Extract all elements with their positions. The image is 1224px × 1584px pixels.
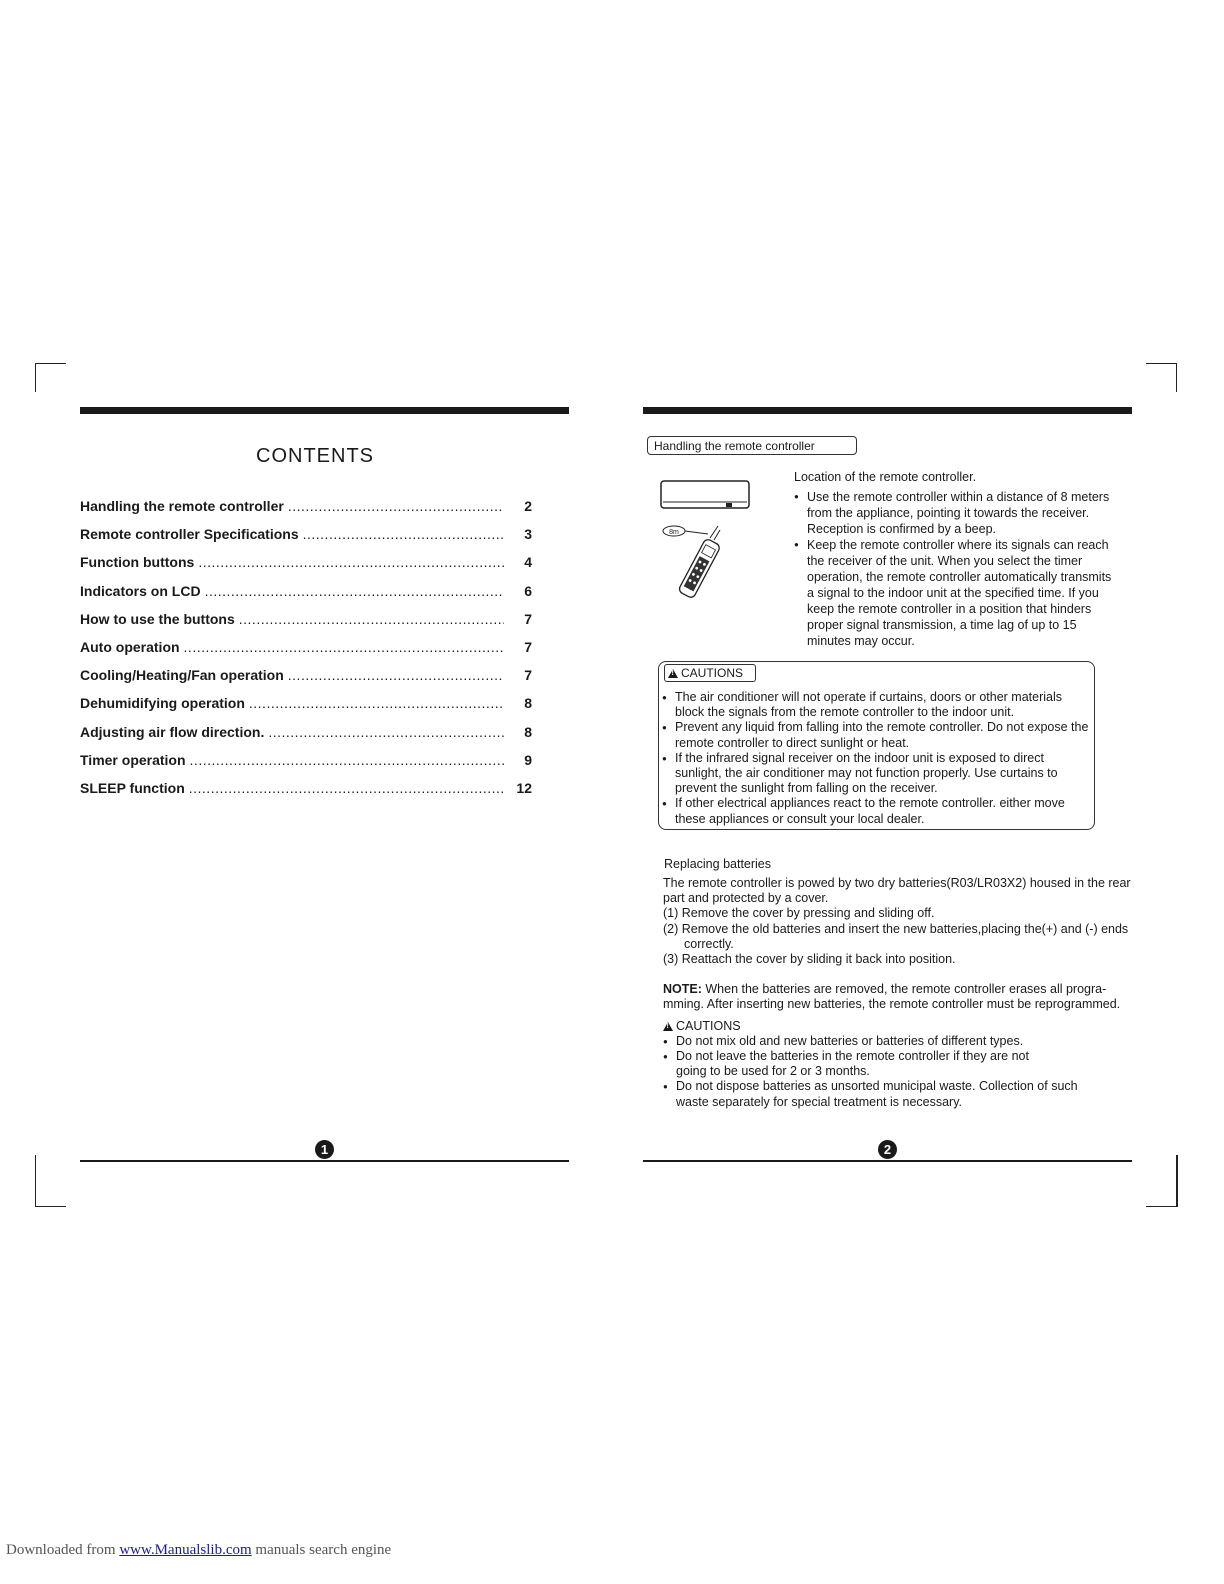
- toc-label: Function buttons: [80, 554, 195, 571]
- toc-row[interactable]: [80, 554, 532, 582]
- toc-row[interactable]: [80, 639, 532, 667]
- list-item: ● Do not dispose batteries as unsorted municipal waste. Collection of such waste separately for special treatment is necessary.: [663, 1079, 1103, 1109]
- toc-leader: [239, 611, 504, 627]
- page-number-badge: 1: [315, 1140, 334, 1159]
- toc-page: 2: [524, 498, 532, 514]
- crop-mark-top-left: [35, 363, 66, 364]
- toc-row[interactable]: [80, 724, 532, 752]
- contents-title: CONTENTS: [256, 445, 374, 467]
- batteries-section: [663, 876, 1138, 1110]
- toc-label: Dehumidifying operation: [80, 695, 245, 712]
- battery-cautions-list: [663, 1034, 1103, 1110]
- toc-page: 9: [524, 751, 532, 768]
- battery-cautions-heading: [663, 1019, 1138, 1034]
- toc-page: 7: [524, 610, 532, 627]
- cautions-label: CAUTIONS: [681, 666, 744, 680]
- toc-leader: [189, 780, 504, 796]
- toc-row[interactable]: [80, 526, 532, 554]
- download-footer: [6, 1542, 391, 1559]
- left-bottom-rule: [80, 1160, 569, 1162]
- list-item: ● Prevent any liquid from falling into the remote controller. Do not expose the remote controller to direct sunlight or heat.: [662, 720, 1092, 750]
- crop-mark-top-right-v: [1176, 363, 1177, 392]
- toc-leader: [184, 639, 504, 655]
- toc-leader: [288, 667, 504, 683]
- note-paragraph: [663, 982, 1138, 1012]
- page-number-badge: 2: [878, 1140, 897, 1159]
- location-heading: Location of the remote controller.: [794, 470, 977, 484]
- crop-mark-bottom-right: [1146, 1206, 1177, 1207]
- left-top-rule: [80, 407, 569, 414]
- toc-row[interactable]: [80, 695, 532, 723]
- toc-label: Remote controller Specifications: [80, 526, 299, 543]
- toc-row[interactable]: [80, 752, 532, 780]
- battery-cautions-label: CAUTIONS: [676, 1018, 741, 1033]
- toc-leader: [249, 695, 504, 711]
- list-item: ● Use the remote controller within a distance of 8 meters from the appliance, pointing it towards the receiver. Reception is confirmed by a beep.: [794, 489, 1116, 537]
- toc-page: 8: [524, 723, 532, 740]
- location-bullets: [794, 489, 1116, 649]
- warning-icon: [668, 669, 678, 678]
- toc-page: 7: [524, 638, 532, 655]
- note-label: NOTE:: [663, 982, 702, 997]
- list-item: ● If other electrical appliances react to the remote controller. either move these appliances or consult your local dealer.: [662, 796, 1092, 826]
- list-item: ● Do not mix old and new batteries or batteries of different types.: [663, 1034, 1103, 1049]
- list-item: ● The air conditioner will not operate if curtains, doors or other materials block the signals from the remote controller to the indoor unit.: [662, 690, 1092, 720]
- crop-mark-top-right: [1146, 363, 1177, 364]
- batteries-intro: The remote controller is powed by two dry batteries(R03/LR03X2) housed in the rear part and protected by a cover.: [663, 876, 1131, 906]
- toc-label: Adjusting air flow direction.: [80, 723, 265, 740]
- toc-leader: [268, 724, 504, 740]
- toc-leader: [190, 752, 504, 768]
- toc-label: Cooling/Heating/Fan operation: [80, 667, 284, 684]
- toc-label: Indicators on LCD: [80, 582, 201, 599]
- toc-label: Timer operation: [80, 751, 186, 768]
- right-bottom-rule: [643, 1160, 1132, 1162]
- crop-mark-top-left-v: [35, 363, 36, 392]
- toc-row[interactable]: [80, 498, 532, 526]
- remote-shape: [678, 538, 721, 599]
- footer-prefix: Downloaded from: [6, 1542, 116, 1558]
- battery-step: (3) Reattach the cover by sliding it back into position.: [663, 952, 956, 967]
- section-title: Handling the remote controller: [647, 436, 857, 455]
- batteries-heading: Replacing batteries: [664, 857, 772, 871]
- toc-page: 3: [524, 526, 532, 543]
- toc-leader: [303, 526, 504, 542]
- toc-page: 4: [524, 554, 532, 571]
- note-text: When the batteries are removed, the remote controller erases all progra-mming. After inserting new batteries, the remote controller must be reprogrammed.: [663, 982, 1121, 1012]
- distance-label: 8m: [669, 529, 679, 536]
- toc-page: 6: [524, 582, 532, 599]
- indoor-unit-shape: [661, 481, 749, 508]
- battery-step: (1) Remove the cover by pressing and sliding off.: [663, 906, 935, 921]
- toc-label: Handling the remote controller: [80, 498, 284, 514]
- toc-leader: [198, 554, 504, 570]
- remote-controller-illustration: [658, 478, 758, 603]
- right-top-rule: [643, 407, 1132, 414]
- list-item: ● Keep the remote controller where its signals can reach the receiver of the unit. When you select the timer operation, the remote controller automatically transmits a signal to the indoor unit at the specified time. If you keep the remote controller in a position that hinders proper signal transmission, a time lag of up to 15 minutes may occur.: [794, 537, 1116, 649]
- toc-page: 12: [516, 779, 532, 796]
- toc-page: 7: [524, 667, 532, 684]
- toc-row[interactable]: [80, 583, 532, 611]
- cautions-list: [662, 690, 1092, 827]
- toc-page: 8: [524, 695, 532, 712]
- list-item: ● If the infrared signal receiver on the indoor unit is exposed to direct sunlight, the air conditioner may not function properly. Use curtains to prevent the sunlight from falling on the receiver.: [662, 751, 1092, 797]
- toc-label: Auto operation: [80, 638, 180, 655]
- toc-leader: [288, 498, 504, 514]
- list-item: ● Do not leave the batteries in the remote controller if they are not going to be used for 2 or 3 months.: [663, 1049, 1056, 1079]
- crop-mark-bottom-right-v: [1176, 1155, 1178, 1207]
- warning-icon: [663, 1022, 673, 1031]
- table-of-contents: [80, 498, 532, 808]
- toc-row[interactable]: [80, 667, 532, 695]
- toc-row[interactable]: [80, 780, 532, 808]
- crop-mark-bottom-left: [35, 1206, 66, 1207]
- toc-label: SLEEP function: [80, 779, 185, 796]
- manualslib-link[interactable]: www.Manualslib.com: [119, 1542, 252, 1558]
- crop-mark-bottom-left-v: [35, 1155, 36, 1207]
- battery-step: (2) Remove the old batteries and insert the new batteries,placing the(+) and (-) ends correctly.: [663, 921, 1129, 951]
- toc-row[interactable]: [80, 611, 532, 639]
- footer-suffix: manuals search engine: [255, 1542, 392, 1558]
- toc-label: How to use the buttons: [80, 610, 235, 627]
- toc-leader: [205, 583, 504, 599]
- cautions-tag: [664, 664, 756, 682]
